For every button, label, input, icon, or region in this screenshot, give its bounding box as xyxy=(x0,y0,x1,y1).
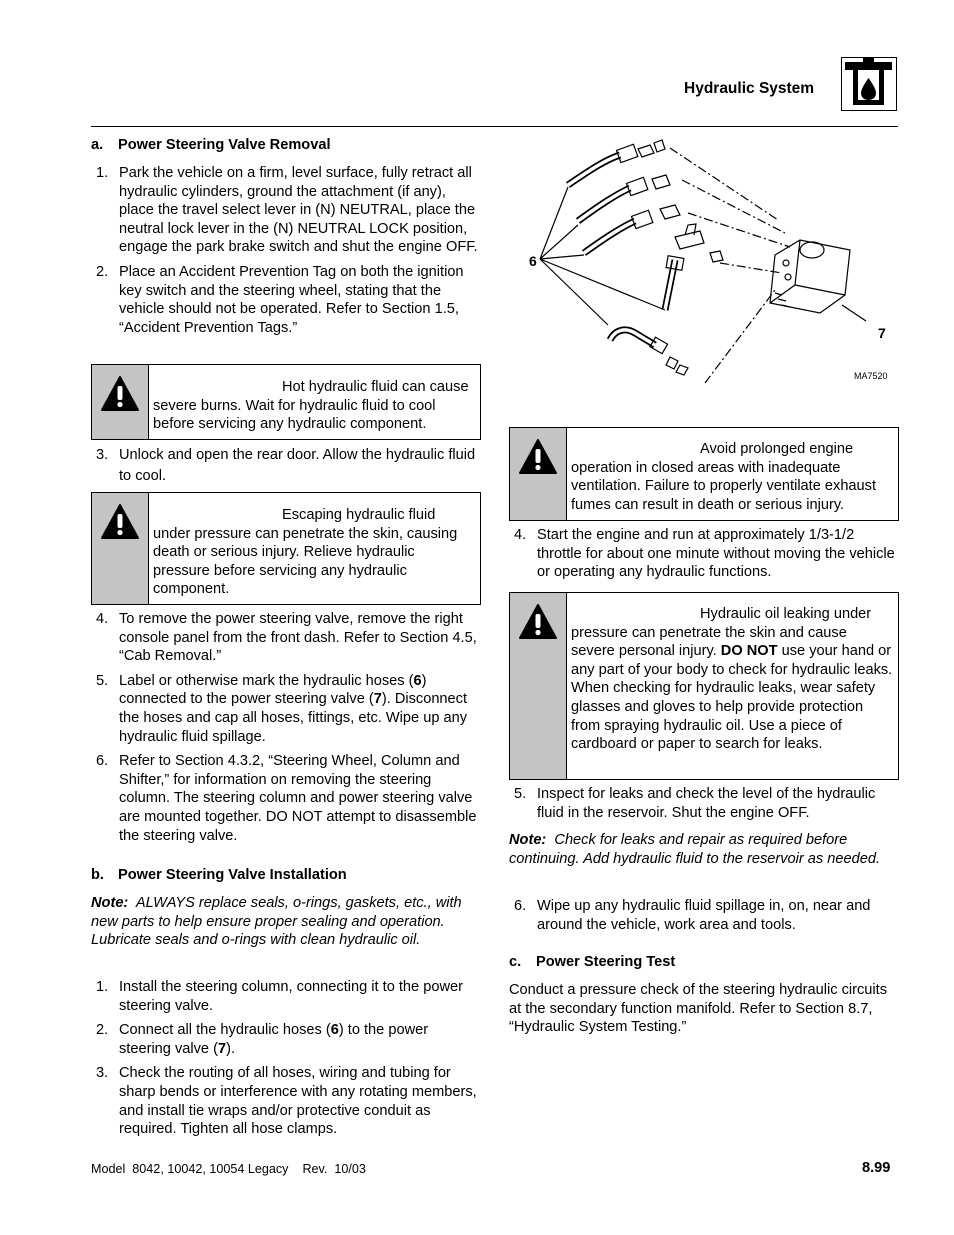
list-item: 6. Refer to Section 4.3.2, “Steering Wheel, Column and Shifter,” for information on removing the steering column. The steering column and power steering valve are mounted together. DO NOT attempt to disassemble the steering valve. xyxy=(96,753,477,844)
section-b-step-4 xyxy=(509,526,899,588)
figure-id: MA7520 xyxy=(854,371,888,381)
section-c-title: Power Steering Test xyxy=(536,954,676,970)
section-b-step-5 xyxy=(509,785,899,828)
list-item: 5. Inspect for leaks and check the level of the hydraulic fluid in the reservoir. Shut the engine OFF. xyxy=(514,786,876,821)
section-c-heading xyxy=(509,953,899,972)
list-item: 6. Wipe up any hydraulic fluid spillage in, on, near and around the vehicle, work area and tools. xyxy=(514,898,871,933)
warning-triangle-icon xyxy=(100,503,140,541)
section-c-text: Conduct a pressure check of the steering hydraulic circuits at the secondary function manifold. Refer to Section 8.7, “Hydraulic System Testing.” xyxy=(509,982,887,1036)
section-b-title: Power Steering Valve Installation xyxy=(118,867,347,883)
warning-text: Avoid prolonged engine operation in closed areas with inadequate ventilation. Failure to properly ventilate exhaust fumes can result in death or serious injury. xyxy=(571,441,877,513)
section-b-steps-1-3 xyxy=(91,978,481,1145)
section-b-step-6 xyxy=(509,897,899,940)
header-divider xyxy=(91,126,898,127)
list-item: 4. To remove the power steering valve, remove the right console panel from the front dash. Refer to Section 4.5, “Cab Removal.” xyxy=(96,611,477,665)
list-item: 3. Check the routing of all hoses, wiring and tubing for sharp bends or interference with any rotating members, and install tie wraps and/or protective conduit as required. Tighten all hose clamps. xyxy=(96,1065,477,1138)
section-a-letter: a. xyxy=(91,137,104,153)
list-item: 1. Park the vehicle on a firm, level surface, fully retract all hydraulic cylinders, ground the attachment (if any), place the travel select lever in (N) NEUTRAL, place the neutral lock lever in the (N) NEUTRAL LOCK position, engage the park brake switch and shut the engine OFF. xyxy=(96,165,478,256)
section-a-steps-1-2 xyxy=(91,164,481,343)
warning-triangle-icon xyxy=(518,603,558,641)
warning-text: Hot hydraulic fluid can cause severe burns. Wait for hydraulic fluid to cool before servicing any hydraulic component. xyxy=(153,379,469,433)
page-number: 8.99 xyxy=(862,1160,891,1176)
section-a-step-3 xyxy=(91,445,481,493)
callout-label-hoses: 6 xyxy=(529,253,537,269)
warning-triangle-icon xyxy=(518,438,558,476)
warning-box-oil-leak xyxy=(509,592,899,780)
warning-box-exhaust xyxy=(509,427,899,521)
warning-box-escaping-fluid xyxy=(91,492,481,605)
section-c-letter: c. xyxy=(509,954,522,970)
section-b-heading xyxy=(91,866,481,885)
section-b-note-2: Note: Check for leaks and repair as required before continuing. Add hydraulic fluid to the reservoir as needed. xyxy=(509,832,881,867)
section-b-letter: b. xyxy=(91,867,104,883)
power-steering-valve-figure xyxy=(520,135,900,390)
warning-text: Hydraulic oil leaking under pressure can penetrate the skin and cause severe personal injury. DO NOT use your hand or any part of your body to check for hydraulic leaks. When checking for hydraulic leaks, wear safety glasses and gloves to help provide protection from spraying hydraulic oil. Use a piece of cardboard or paper to search for leaks. xyxy=(571,606,893,753)
list-item: 3. Unlock and open the rear door. Allow the hydraulic fluid to cool. xyxy=(96,447,476,484)
section-b-note: Note: ALWAYS replace seals, o-rings, gaskets, etc., with new parts to help ensure proper sealing and operation. Lubricate seals and o-rings with clean hydraulic oil. xyxy=(91,895,462,949)
list-item: 1. Install the steering column, connecting it to the power steering valve. xyxy=(96,979,463,1014)
section-a-title: Power Steering Valve Removal xyxy=(118,137,331,153)
hose-and-valve-illustration xyxy=(520,135,900,390)
section-a-heading xyxy=(91,136,481,155)
section-a-steps-4-6 xyxy=(91,610,481,851)
callout-label-valve: 7 xyxy=(878,325,886,341)
warning-text: Escaping hydraulic fluid under pressure can penetrate the skin, causing death or serious injury. Relieve hydraulic pressure before servicing any hydraulic component. xyxy=(153,507,458,598)
warning-triangle-icon xyxy=(100,375,140,413)
hydraulic-fluid-icon xyxy=(841,57,897,111)
footer-model: Model 8042, 10042, 10054 Legacy Rev. 10/03 xyxy=(91,1162,366,1176)
warning-box-hot-fluid xyxy=(91,364,481,440)
list-item: 2. Connect all the hydraulic hoses (6) to the power steering valve (7). xyxy=(96,1022,429,1057)
list-item: 5. Label or otherwise mark the hydraulic hoses (6) connected to the power steering valve (7). Disconnect the hoses and cap all hoses, fittings, etc. Wipe up any hydraulic fluid spillage. xyxy=(96,672,468,745)
page-header-title: Hydraulic System xyxy=(684,80,815,97)
list-item: 2. Place an Accident Prevention Tag on both the ignition key switch and the steering wheel, stating that the vehicle should not be operated. Refer to Section 1.5, “Accident Prevention Tags.” xyxy=(96,263,464,336)
list-item: 4. Start the engine and run at approximately 1/3-1/2 throttle for about one minute without moving the vehicle or operating any hydraulic functions. xyxy=(514,527,895,581)
